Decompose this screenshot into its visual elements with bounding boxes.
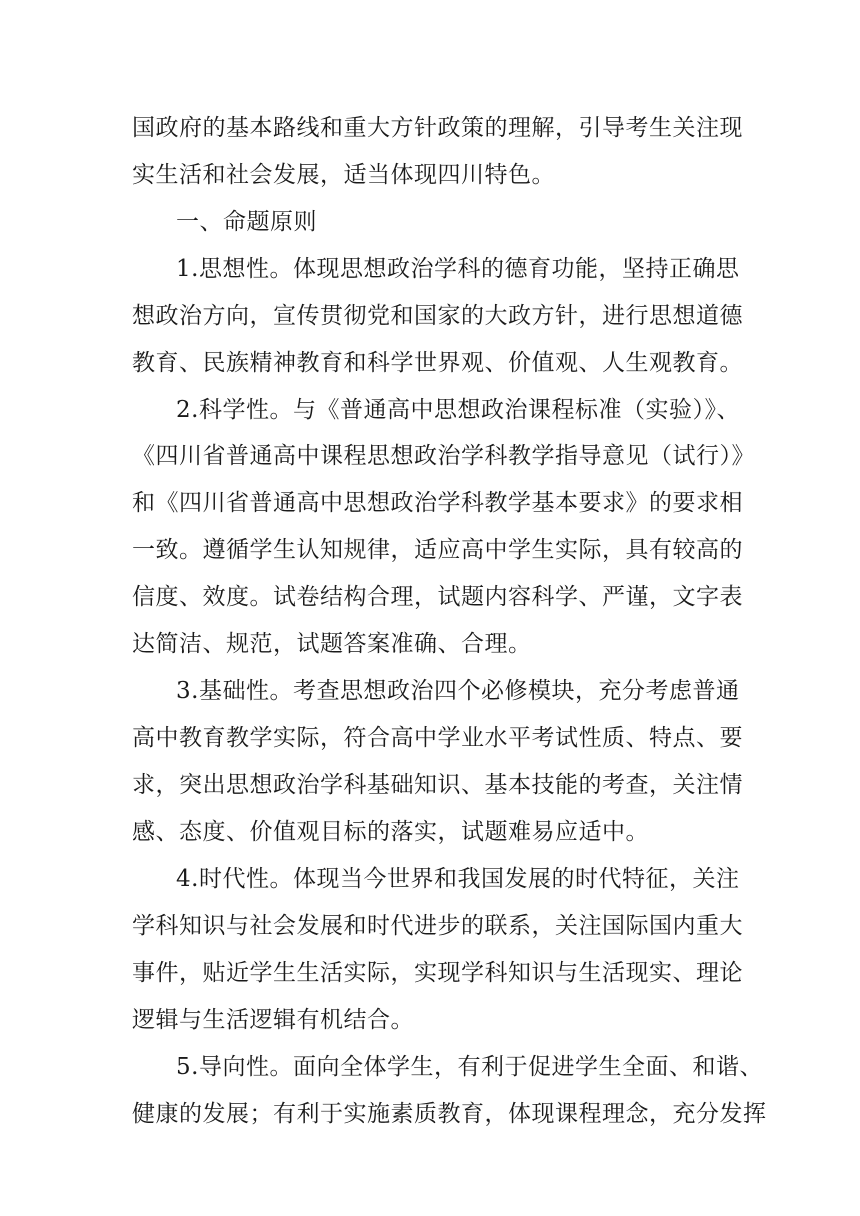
paragraph-line: 事件，贴近学生生活实际，实现学科知识与生活现实、理论	[132, 960, 743, 986]
paragraph-line: 4.时代性。体现当今世界和我国发展的时代特征，关注	[176, 866, 740, 892]
section-heading: 一、命题原则	[176, 209, 317, 235]
paragraph-line: 达简洁、规范，试题答案准确、合理。	[132, 631, 532, 657]
paragraph-line: 逻辑与生活逻辑有机结合。	[132, 1007, 414, 1033]
paragraph-line: 2.科学性。与《普通高中思想政治课程标准（实验）》、	[176, 397, 740, 423]
paragraph-line: 健康的发展；有利于实施素质教育，体现课程理念，充分发挥	[132, 1101, 767, 1127]
paragraph-line: 一致。遵循学生认知规律，适应高中学生实际，具有较高的	[132, 537, 743, 563]
paragraph-line: 《四川省普通高中课程思想政治学科教学指导意见（试行）》	[132, 443, 755, 469]
paragraph-line: 学科知识与社会发展和时代进步的联系，关注国际国内重大	[132, 913, 743, 939]
paragraph-line: 和《四川省普通高中思想政治学科教学基本要求》的要求相	[132, 490, 743, 516]
paragraph-line: 国政府的基本路线和重大方针政策的理解，引导考生关注现	[132, 115, 743, 141]
paragraph-line: 教育、民族精神教育和科学世界观、价值观、人生观教育。	[132, 350, 743, 376]
paragraph-line: 1.思想性。体现思想政治学科的德育功能，坚持正确思	[176, 256, 740, 282]
paragraph-line: 想政治方向，宣传贯彻党和国家的大政方针，进行思想道德	[132, 303, 743, 329]
paragraph-line: 感、态度、价值观目标的落实，试题难易应适中。	[132, 819, 649, 845]
paragraph-line: 信度、效度。试卷结构合理，试题内容科学、严谨，文字表	[132, 584, 743, 610]
paragraph-line: 5.导向性。面向全体学生，有利于促进学生全面、和谐、	[176, 1054, 763, 1080]
paragraph-line: 实生活和社会发展，适当体现四川特色。	[132, 162, 555, 188]
paragraph-line: 3.基础性。考查思想政治四个必修模块，充分考虑普通	[176, 678, 740, 704]
paragraph-line: 求，突出思想政治学科基础知识、基本技能的考查，关注情	[132, 772, 743, 798]
paragraph-line: 高中教育教学实际，符合高中学业水平考试性质、特点、要	[132, 725, 743, 751]
